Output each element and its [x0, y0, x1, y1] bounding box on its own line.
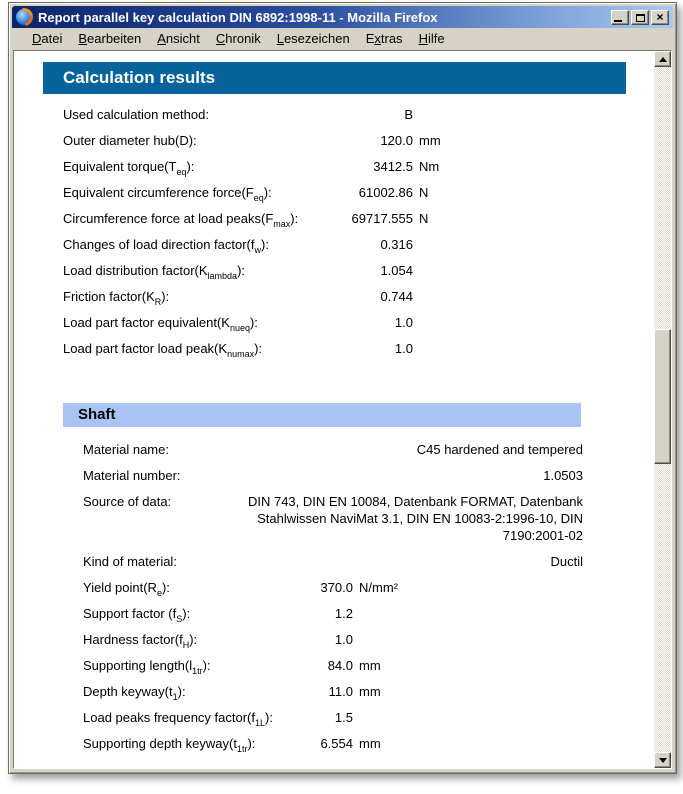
maximize-icon [636, 14, 645, 22]
triangle-down-icon [659, 758, 667, 763]
report-row [83, 441, 583, 458]
row-label: Supporting depth $keyway(t_{1tr})$: [83, 736, 256, 754]
report-row [83, 683, 583, 700]
minimize-button[interactable] [611, 10, 629, 25]
row-unit: mm [359, 684, 381, 699]
row-unit: N/mm² [359, 580, 398, 595]
menu-item-chronik[interactable]: Chronik [215, 31, 261, 46]
window-title: Report parallel key calculation DIN 6892:1998-11 - Mozilla Firefox [38, 9, 438, 25]
row-label: Equivalent $torque(T_{eq})$: [63, 159, 195, 177]
vertical-scrollbar[interactable] [654, 51, 671, 768]
close-icon: × [656, 9, 664, 24]
report-row [63, 210, 628, 227]
row-value: B [404, 107, 413, 122]
row-value: 1.0 [394, 341, 413, 356]
row-label: Circumference force at load $peaks(F_{max})$: [63, 211, 299, 229]
menu-item-lesezeichen[interactable]: Lesezeichen [276, 31, 350, 46]
report-row [63, 288, 628, 305]
row-value: 1.0503 [543, 468, 583, 483]
report-row [63, 236, 628, 253]
report-row [83, 553, 583, 570]
close-button[interactable] [651, 10, 669, 25]
report-row [83, 579, 583, 596]
row-value: 84.0 [327, 658, 353, 673]
report-row [83, 631, 583, 648]
section-header-shaft: Shaft [63, 403, 581, 427]
row-value: Ductil [550, 554, 583, 569]
report-row [83, 467, 583, 484]
row-value: 1.2 [334, 606, 353, 621]
row-unit: mm [419, 133, 441, 148]
row-value: 0.316 [380, 237, 413, 252]
report-row [63, 184, 628, 201]
menu-item-hilfe[interactable]: Hilfe [418, 31, 445, 46]
row-label: Yield $point(R_e)$: [83, 580, 170, 598]
row-unit: N [419, 211, 429, 226]
scrollbar-thumb[interactable] [654, 329, 671, 464]
report-row [63, 314, 628, 331]
title-bar[interactable] [12, 6, 673, 28]
row-label: Support factor $(f_S)$: [83, 606, 191, 624]
report-row [83, 709, 583, 726]
row-value: DIN 743, DIN EN 10084, Datenbank FORMAT, Datenbank Stahlwissen NaviMat 3.1, DIN EN 10083-2:1996-10, DIN 7190:2001-02 [247, 494, 583, 543]
menu-item-datei[interactable]: Datei [32, 31, 63, 46]
row-value: 1.5 [334, 710, 353, 725]
row-label: Friction $factor(K_R)$: [63, 289, 170, 307]
menu-item-extras[interactable]: Extras [365, 31, 403, 46]
row-value: 1.0 [334, 632, 353, 647]
row-label: Load peaks frequency $factor(f_{1L})$: [83, 710, 273, 728]
row-value: 0.744 [380, 289, 413, 304]
browser-content [13, 50, 672, 769]
row-label: Outer diameter hub(D): [63, 133, 197, 148]
report-row [63, 262, 628, 279]
row-label: Equivalent circumference $force(F_{eq})$: [63, 185, 272, 203]
firefox-window [8, 2, 677, 774]
row-value: 3412.5 [373, 159, 413, 174]
minimize-icon [614, 20, 622, 22]
row-label: Load distribution $factor(K_{lambda})$: [63, 263, 246, 281]
report-row [83, 605, 583, 622]
report-row [63, 158, 628, 175]
section-header-calculation-results: Calculation results [43, 62, 626, 94]
row-label: Kind of material: [83, 554, 177, 569]
window-controls [611, 10, 669, 25]
scrollbar-track[interactable] [654, 67, 671, 752]
row-value: C45 hardened and tempered [416, 442, 583, 457]
row-value: 6.554 [320, 736, 353, 751]
row-value: 69717.555 [351, 211, 413, 226]
shaft-rows [83, 441, 583, 752]
report-row [83, 735, 583, 752]
row-value: 61002.86 [358, 185, 413, 200]
report-row [83, 657, 583, 674]
maximize-button[interactable] [631, 10, 649, 25]
row-value: 370.0 [320, 580, 353, 595]
row-unit: mm [359, 736, 381, 751]
row-value: 120.0 [380, 133, 413, 148]
row-unit: N [419, 185, 429, 200]
report-row [63, 340, 628, 357]
firefox-icon[interactable] [16, 9, 32, 25]
row-label: Material number: [83, 468, 181, 483]
scroll-up-button[interactable] [654, 51, 671, 67]
report-row [63, 132, 628, 149]
row-unit: Nm [419, 159, 440, 174]
row-unit: mm [359, 658, 381, 673]
row-label: Load part factor load $peak(K_{numax})$: [63, 341, 263, 359]
row-label: Load part factor $equivalent(K_{nueq})$: [63, 315, 258, 333]
triangle-up-icon [659, 57, 667, 62]
report-row [63, 106, 628, 123]
report-row [83, 493, 583, 544]
menu-bar [12, 28, 673, 49]
menu-item-bearbeiten[interactable]: Bearbeiten [78, 31, 142, 46]
row-value: 11.0 [328, 684, 353, 699]
scroll-down-button[interactable] [654, 752, 671, 768]
menu-item-ansicht[interactable]: Ansicht [157, 31, 200, 46]
row-label: Changes of load direction $factor(f_w)$: [63, 237, 269, 255]
row-label: Material name: [83, 442, 169, 457]
row-value: 1.0 [394, 315, 413, 330]
row-label: Depth $keyway(t_1)$: [83, 684, 186, 702]
row-label: Supporting $length(l_{1tr})$: [83, 658, 211, 676]
row-label: Used calculation method: [63, 107, 209, 122]
row-value: 1.054 [380, 263, 413, 278]
calculation-results-rows [63, 106, 628, 357]
report-page [14, 51, 654, 768]
row-label: Hardness $factor(f_H)$: [83, 632, 198, 650]
row-label: Source of data: [83, 494, 172, 509]
